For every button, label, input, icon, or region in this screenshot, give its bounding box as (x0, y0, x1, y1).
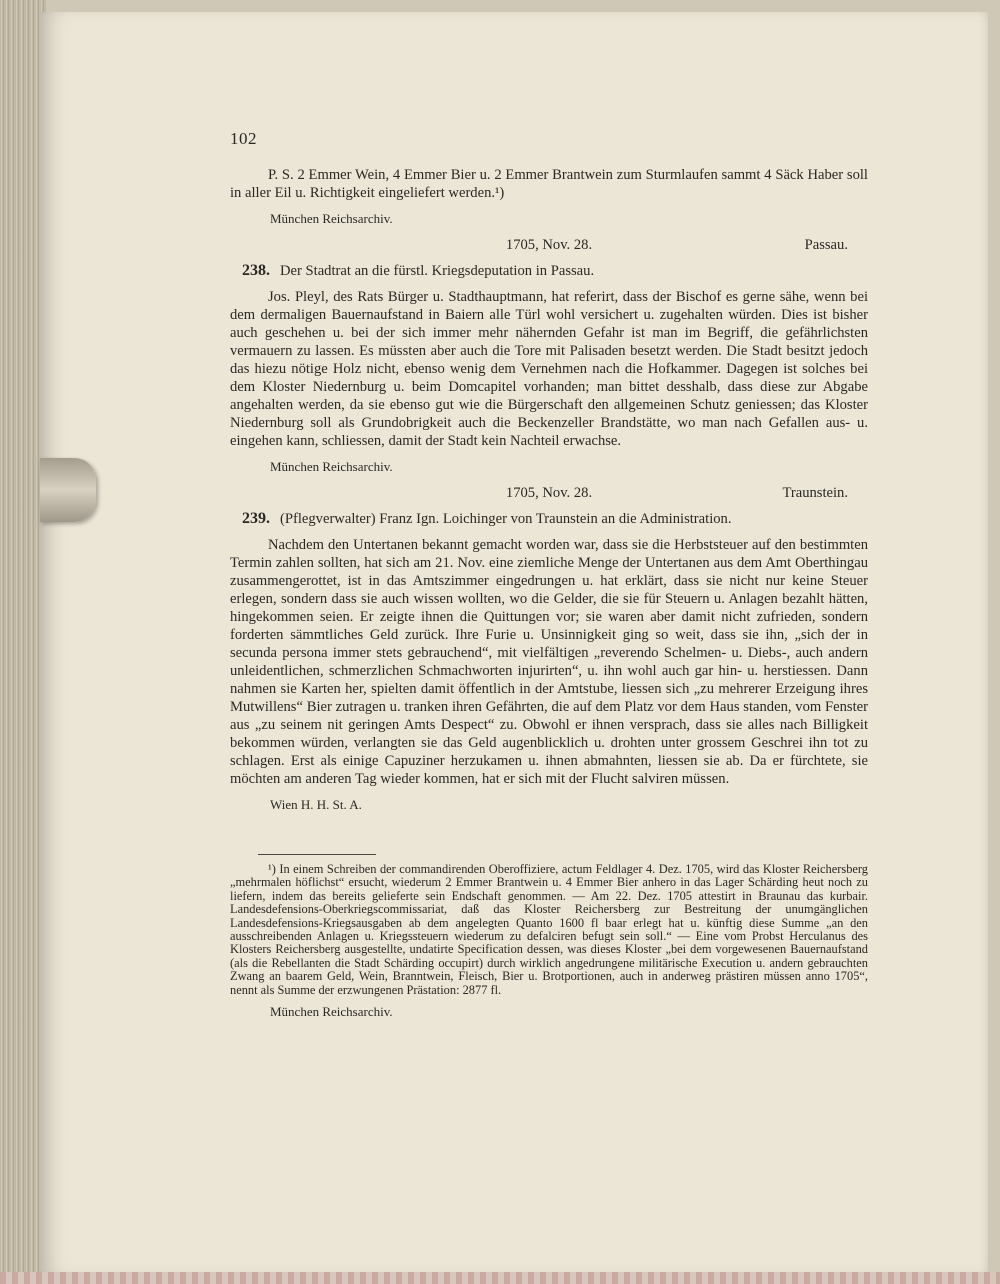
footnote-source: München Reichsarchiv. (270, 1004, 393, 1020)
document-title: Der Stadtrat an die fürstl. Kriegsdeputation in Passau. (280, 263, 595, 279)
document-number: 239. (242, 510, 270, 527)
source-note: Wien H. H. St. A. (270, 797, 362, 812)
footnote-rule (258, 854, 376, 855)
dateline-239 (230, 484, 868, 506)
source-note: München Reichsarchiv. (270, 459, 393, 474)
place: Passau. (804, 237, 848, 253)
document-heading-238 (242, 262, 868, 280)
postscript: P. S. 2 Emmer Wein, 4 Emmer Bier u. 2 Emmer Brantwein zum Sturmlaufen sammt 4 Säck Haber soll in aller Eil u. Richtigkeit eingeliefert werden.¹) (230, 167, 868, 201)
document-body-239: Nachdem den Untertanen bekannt gemacht worden war, dass sie die Herbststeuer auf den bestimmten Termin zahlen sollten, hat sich am 21. Nov. eine ziemliche Menge der Untertanen aus dem Amt Oberthingau zusammengerottet, ist in das Amtszimmer eingedrungen u. hat erklärt, dass sie nicht nur keine Steuer erlegen, sondern dass sie auch wissen wollten, wo die Gelder, die sie für Steuern u. Anlagen bezahlt hätten, hingekommen seien. Er zeigte ihnen die Quittungen vor; sie waren aber damit nicht zufrieden, sondern forderten sämmtliches Geld zurück. Ihre Furie u. Unsinnigkeit ging so weit, dass sie ihn, „sich der in secunda persona immer stets gebrauchend“, mit vielfältigen „reverendo Schelmen- u. Diebs-, auch andern unleidentlichen, schmerzlichen Schmachworten injurirten“, u. ihn wohl auch gar hin- u. herstiessen. Dann nahmen sie Karten her, spielten damit öffentlich in der Amtstube, liessen sich „zu mehrerer Erzeigung ihres Mutwillens“ Bier zutragen u. tranken ihren Gefährten, die auf dem Platz vor dem Haus standen, vom Fenster aus „zu seinem nit geringen Amts Despect“ zu. Obwohl er ihnen versprach, dass sie alles nach Billigkeit bekommen würden, verlangten sie das Geld augenblicklich u. drohten unter grossem Geschrei ihn tot zu schlagen. Erst als einige Capuziner herzukamen u. ihnen abmahnten, liessen sie ab. Da er fürchtete, sie möchten am anderen Tag wieder kommen, hat er sich mit der Flucht salviren müssen. (230, 537, 868, 787)
document-title: (Pflegverwalter) Franz Ign. Loichinger von Traunstein an die Administration. (280, 511, 732, 527)
color-strip (0, 1272, 1000, 1284)
date: 1705, Nov. 28. (505, 237, 593, 253)
document-number: 238. (242, 262, 270, 279)
page-content (230, 130, 868, 1021)
date: 1705, Nov. 28. (505, 485, 593, 501)
source-note: München Reichsarchiv. (270, 211, 393, 226)
document-body-238: Jos. Pleyl, des Rats Bürger u. Stadthauptmann, hat referirt, dass der Bischof es gerne sähe, wenn bei dem dermaligen Bauernaufstand in Baiern alle Türl wohl versichert u. zugehalten würden. Dies ist bisher auch geschehen u. bei der sich immer mehr nähernden Gefahr ist man im Begriff, die gefährlichsten vermauern zu lassen. Es müssten aber auch die Tore mit Palisaden besetzt werden. Die Stadt besitzt jedoch das hiezu nötige Holz nicht, ebenso wenig dem Vernehmen nach die Hofkammer. Dagegen ist solches bei dem Kloster Niedernburg u. beim Domcapitel vorhanden; man bittet desshalb, dass diese zur Abgabe angehalten werden, da sie ebenso gut wie die Bürgerschaft den allgemeinen Schutz geniessen; das Kloster Niedernburg soll als Grundobrigkeit auch die Beckenzeller Brandstätte, wo man nach Gefallen aus- u. eingehen kann, schliessen, damit der Stadt kein Nachteil erwachse. (230, 289, 868, 449)
footnote: ¹) In einem Schreiben der commandirenden Oberoffiziere, actum Feldlager 4. Dez. 1705, wird das Kloster Reichersberg „mehrmalen höflichst“ ersucht, wiederum 2 Emmer Brantwein u. 4 Emmer Bier anhero in das Lager Schärding heut noch zu liefern, indem das bereits gelieferte sein Endschaft genommen. — Am 22. Dez. 1705 attestirt in Braunau das kurbair. Landesdefensions-Oberkriegscommissariat, daß das Kloster Reichersberg zur Bestreitung der unumgänglichen Landesdefensions-Kriegsausgaben ab dem angelegten Quanto 1600 fl baar erlegt hat u. künftig diese Summe „an den ausschreibenden Anlagen u. Kriegssteuern wiederum zu defalciren befugt sein soll.“ — Eine vom Probst Herculanus des Klosters Reichersberg ausgestellte, undatirte Specification dessen, was dieses Kloster „bei dem vorgewesenen Bauernaufstand (als die Rebellanten die Stadt Schärding occupirt) durch wirklich angedrungene militärische Execution u. andern gebrauchten Zwang an baarem Geld, Wein, Branntwein, Fleisch, Bier u. Brotportionen, auch in anderweg prästiren müssen anno 1705“, nennt als Summe der erzwungenen Prästation: 2877 fl. (230, 862, 868, 997)
document-heading-239 (242, 510, 868, 528)
page-number: 102 (230, 129, 257, 148)
book-strap (40, 458, 96, 522)
place: Traunstein. (782, 485, 848, 501)
dateline-238 (230, 236, 868, 258)
